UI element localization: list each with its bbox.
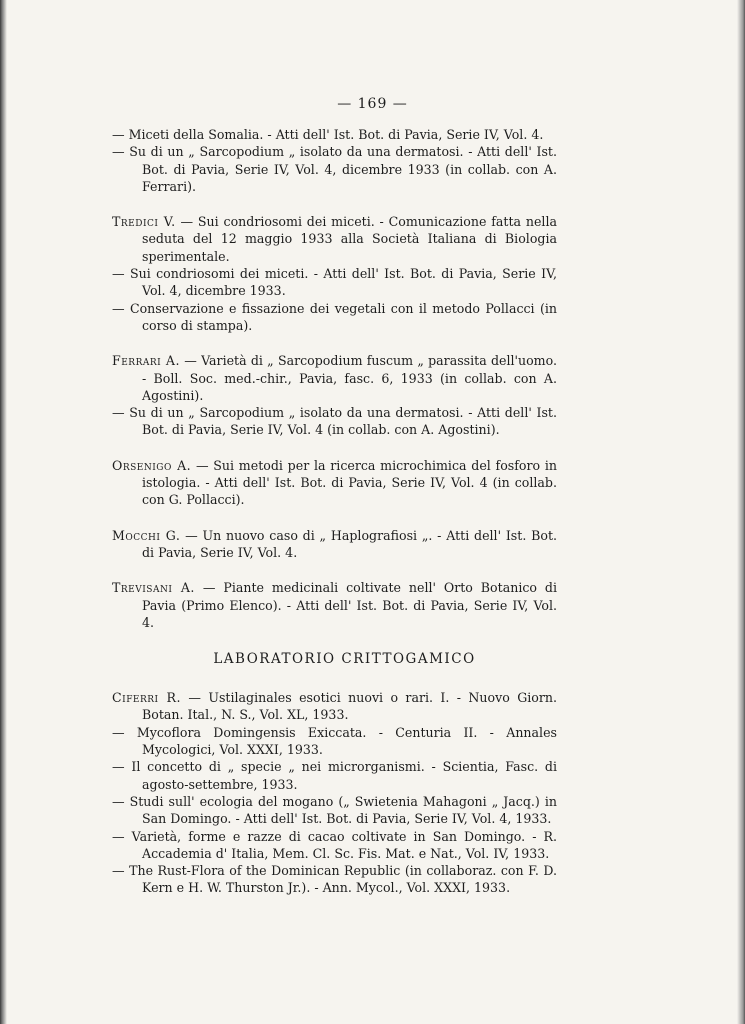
bib-entry (112, 457, 557, 509)
bib-entry (112, 352, 557, 404)
page-number: — 169 — (337, 96, 408, 112)
bib-entry (112, 213, 557, 265)
entry-text: — Sui condriosomi dei miceti. - Comunicazione fatta nella seduta del 12 maggio 1933 alla Società Italiana di Biologia sperimentale. (142, 214, 557, 264)
entry-text: — Su di un „ Sarcopodium „ isolato da una dermatosi. - Atti dell' Ist. Bot. di Pavia, Serie IV, Vol. 4 (in collab. con A. Agostini). (112, 405, 557, 438)
entry-text: — Sui condriosomi dei miceti. - Atti dell' Ist. Bot. di Pavia, Serie IV, Vol. 4, dicembre 1933. (112, 266, 557, 299)
entry-author: Tredici V. (112, 214, 176, 230)
bib-entry (112, 793, 557, 828)
entry-text: — Su di un „ Sarcopodium „ isolato da una dermatosi. - Atti dell' Ist. Bot. di Pavia, Serie IV, Vol. 4, dicembre 1933 (in collab. con A. Ferrari). (112, 144, 557, 194)
page-edge-left (0, 0, 10, 1024)
page-edge-right (733, 0, 745, 1024)
entry-text: — Studi sull' ecologia del mogano („ Swietenia Mahagoni „ Jacq.) in San Domingo. - Atti dell' Ist. Bot. di Pavia, Serie IV, Vol. 4, 1933. (112, 793, 557, 827)
entry-text: — Sui metodi per la ricerca microchimica del fosforo in istologia. - Atti dell' Ist. Bot. di Pavia, Serie IV, Vol. 4 (in collab. con G. Pollacci). (142, 457, 557, 508)
section-title: LABORATORIO CRITTOGAMICO (213, 651, 476, 668)
entry-text: — Conservazione e fissazione dei vegetali con il metodo Pollacci (in corso di stampa). (112, 300, 557, 333)
entry-author: Ciferri R. (112, 690, 181, 706)
entry-text: — Miceti della Somalia. - Atti dell' Ist. Bot. di Pavia, Serie IV, Vol. 4. (112, 127, 544, 142)
bib-entry (112, 724, 557, 759)
bib-entry (112, 828, 557, 863)
bib-entry (112, 862, 557, 897)
bib-entry (112, 265, 557, 300)
entry-text: — The Rust-Flora of the Dominican Republic (in collaboraz. con F. D. Kern e H. W. Thurston Jr.). - Ann. Mycol., Vol. XXXI, 1933. (112, 863, 557, 896)
bib-entry (112, 527, 557, 562)
entry-text: — Piante medicinali coltivate nell' Orto Botanico di Pavia (Primo Elenco). - Atti dell' Ist. Bot. di Pavia, Serie IV, Vol. 4. (142, 580, 557, 630)
entry-text: — Varietà, forme e razze di cacao coltivate in San Domingo. - R. Accademia d' Italia, Mem. Cl. Sc. Fis. Mat. e Nat., Vol. IV, 1933. (112, 828, 557, 861)
bib-entry (112, 689, 557, 724)
bib-entry (112, 126, 557, 143)
bib-entry (112, 143, 557, 195)
bib-entry (112, 758, 557, 793)
bibliography (112, 126, 557, 897)
entry-text: — Ustilaginales esotici nuovi o rari. I. - Nuovo Giorn. Botan. Ital., N. S., Vol. XL, 1933. (142, 690, 557, 723)
entry-author: Trevisani A. (112, 580, 195, 596)
bib-entry (112, 300, 557, 335)
entry-author: Ferrari A. (112, 353, 181, 369)
bib-entry (112, 579, 557, 631)
entry-author: Orsenigo A. (112, 457, 192, 473)
entry-author: Mocchi G. (112, 527, 181, 543)
entry-text: — Varietà di „ Sarcopodium fuscum „ parassita dell'uomo. - Boll. Soc. med.-chir., Pavia, fasc. 6, 1933 (in collab. con A. Agostini). (142, 353, 557, 403)
bib-entry (112, 404, 557, 439)
entry-text: — Un nuovo caso di „ Haplografiosi „. - Atti dell' Ist. Bot. di Pavia, Serie IV, Vol. 4. (142, 527, 558, 560)
entry-text: — Il concetto di „ specie „ nei microrganismi. - Scientia, Fasc. di agosto-settembre, 1933. (112, 759, 557, 792)
entry-text: — Mycoflora Domingensis Exiccata. - Centuria II. - Annales Mycologici, Vol. XXXI, 1933. (112, 724, 557, 758)
